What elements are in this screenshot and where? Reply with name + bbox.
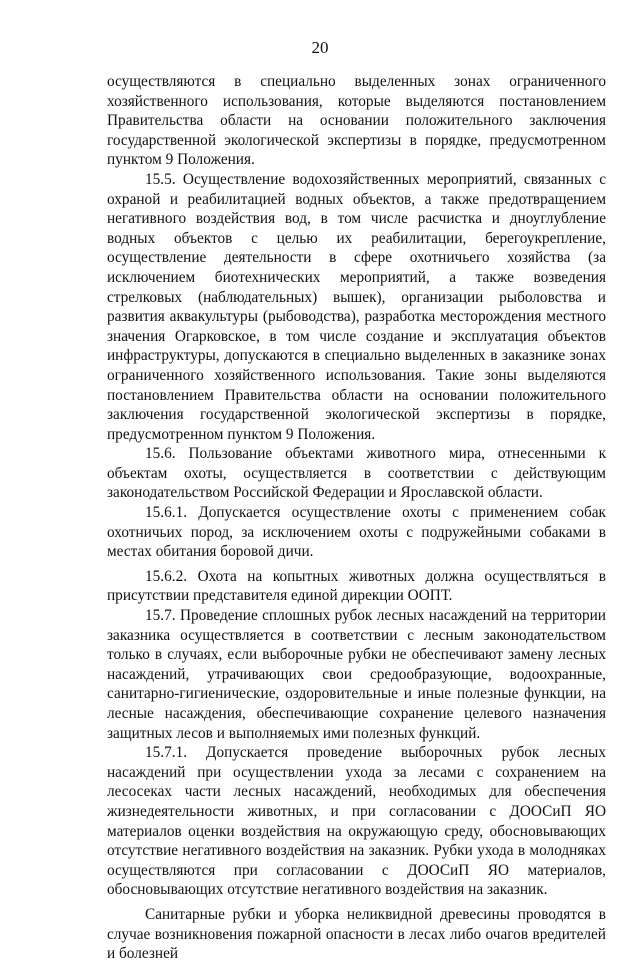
document-body (107, 72, 606, 964)
paragraph-15-7: 15.7. Проведение сплошных рубок лесных насаждений на территории заказника осуществляется в соответствии с лесным законодательством только в случаях, если выборочные рубки не обеспечивают замену лесных насаждений, утрачивающих свои средообразующие, водоохранные, санитарно-гигиенические, оздоровительные и иные полезные функции, на лесные насаждения, обеспечивающие сохранение целевого назначения защитных лесов и выполняемых ими полезных функций. (107, 607, 606, 742)
paragraph-continuation: осуществляются в специально выделенных зонах ограниченного хозяйственного использования, которые выделяются постановлением Правительства области на основании положительного заключения государственной экологической экспертизы в порядке, предусмотренном пунктом 9 Положения. (107, 73, 606, 169)
paragraph-15-6-2: 15.6.2. Охота на копытных животных должна осуществляться в присутствии представителя единой дирекции ООПТ. (107, 567, 606, 605)
paragraph-15-5: 15.5. Осуществление водохозяйственных мероприятий, связанных с охраной и реабилитацией водных объектов, а также предотвращением негативного воздействия вод, в том числе расчистка и дноуглубление водных объектов с целью их реабилитации, берегоукрепление, осуществление деятельности в сфере охотничьего хозяйства (за исключением биотехнических мероприятий, а также возведения стрелковых (наблюдательных) вышек), организации рыболовства и развития аквакультуры (рыбоводства), разработка месторождения местного значения Огарковское, в том числе создание и эксплуатация объектов инфраструктуры, допускаются в специально выделенных в заказнике зонах ограниченного хозяйственного использования. Такие зоны выделяются постановлением Правительства области на основании положительного заключения государственной экологической экспертизы в порядке, предусмотренном пунктом 9 Положения. (107, 170, 606, 443)
paragraph-15-6-1: 15.6.1. Допускается осуществление охоты с применением собак охотничьих пород, за исключением охоты с подружейными собаками в местах обитания боровой дичи. (107, 504, 606, 561)
paragraph-15-7-1: 15.7.1. Допускается проведение выборочных рубок лесных насаждений при осуществлении ухода за лесами с сохранением на лесосеках части лесных насаждений, необходимых для обеспечения жизнедеятельности животных, и при согласовании с ДООСиП ЯО материалов оценки воздействия на окружающую среду, обосновывающих отсутствие негативного воздействия на заказник. Рубки ухода в молодняках осуществляются при согласовании с ДООСиП ЯО материалов, обосновывающих отсутствие негативного воздействия на заказник. (107, 744, 606, 899)
page-number: 20 (311, 38, 329, 57)
paragraph-15-6: 15.6. Пользование объектами животного мира, отнесенными к объектам охоты, осуществляется в соответствии с действующим законодательством Российской Федерации и Ярославской области. (107, 445, 606, 502)
paragraph-sanitary-felling: Санитарные рубки и уборка неликвидной древесины проводятся в случае возникновения пожарной опасности в лесах либо очагов вредителей и болезней (107, 905, 606, 963)
